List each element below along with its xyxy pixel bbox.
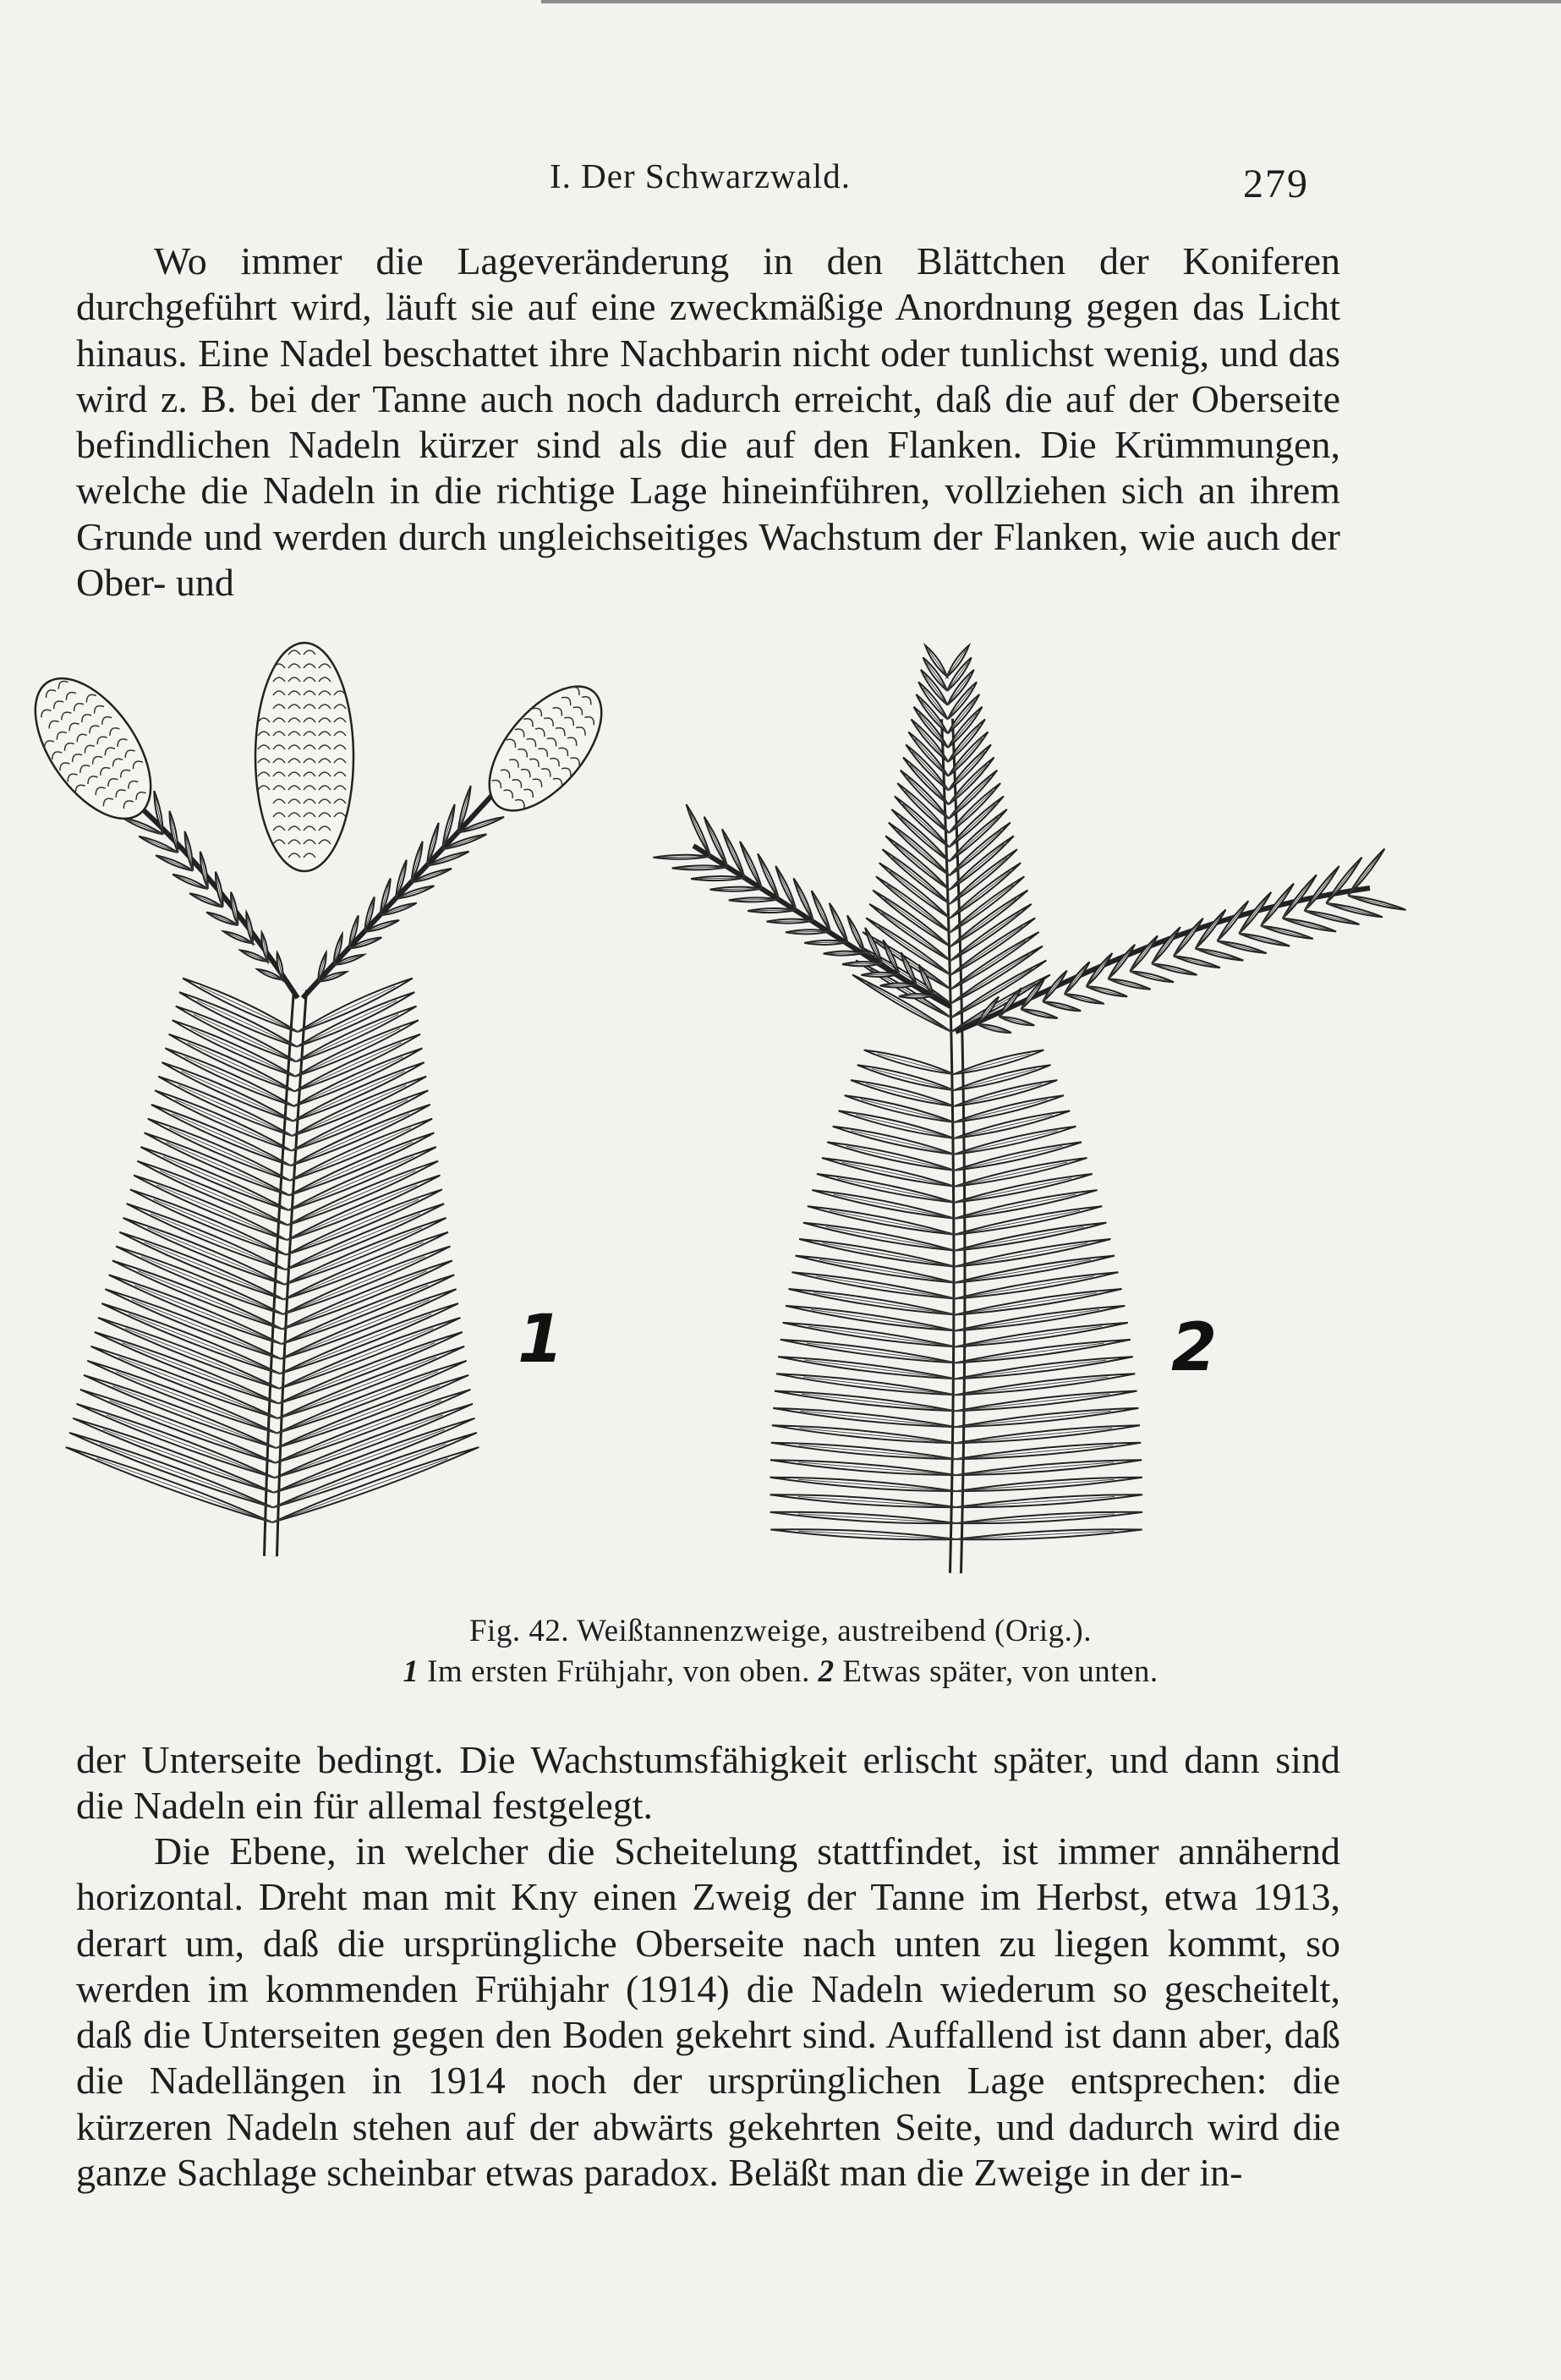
figure-label-2: 2 (1171, 1310, 1218, 1386)
fir-branch-1-illustration (13, 643, 622, 1556)
figure-label-1: 1 (518, 1302, 564, 1378)
paragraph-top (76, 239, 1340, 606)
caption-line-1: Fig. 42. Weißtannenzweige, austreibend (Orig.). (468, 1614, 1092, 1648)
fir-branches-illustration (0, 634, 1561, 1607)
paragraph-second (76, 1829, 1340, 2196)
paragraph-top-text: Wo immer die Lageveränderung in den Blättchen der Koniferen durchgeführt wird, läuft sie auf eine zweckmäßige Anordnung gegen das Licht hinaus. Eine Nadel beschattet ihre Nachbarin nicht oder tunlichst wenig, und das wird z. B. bei der Tanne auch noch dadurch erreicht, daß die auf der Oberseite befindlichen Nadeln kürzer sind als die auf den Flanken. Die Krümmungen, welche die Nadeln in die richtige Lage hineinführen, vollziehen sich an ihrem Grunde und werden durch ungleichseitiges Wachstum der Flanken, wie auch der Ober- und (76, 239, 1340, 605)
caption-number-1: 1 (403, 1654, 419, 1689)
paragraph-second-text: Die Ebene, in welcher die Scheitelung stattfindet, ist immer annähernd horizontal. Dreht man mit Kny einen Zweig der Tanne im Herbst, etwa 1913, derart um, daß die ursprüngliche Oberseite nach unten zu liegen kommt, so werden im kommenden Frühjahr (1914) die Nadeln wiederum so gescheitelt, daß die Unterseiten gegen den Boden gekehrt sind. Auffallend ist dann aber, daß die Nadellängen in 1914 noch der ursprünglichen Lage entsprechen: die kürzeren Nadeln stehen auf der abwärts gekehrten Seite, und dadurch wird die ganze Sachlage scheinbar etwas paradox. Beläßt man die Zweige in der in- (76, 1829, 1340, 2195)
paragraph-continuation (76, 1737, 1340, 1829)
figure-42 (0, 634, 1561, 1607)
caption-text-1: Im ersten Frühjahr, von oben. (419, 1654, 819, 1689)
running-head (0, 156, 1561, 206)
figure-caption (0, 1611, 1561, 1692)
page-number: 279 (1243, 162, 1309, 206)
caption-line-2 (0, 1652, 1561, 1692)
top-edge-line (541, 0, 1561, 3)
header-title: I. Der Schwarzwald. (550, 156, 851, 195)
caption-text-2: Etwas später, von unten. (834, 1654, 1158, 1689)
caption-number-2: 2 (818, 1654, 835, 1689)
paragraph-continuation-text: der Unterseite bedingt. Die Wachstumsfähigkeit erlischt später, und dann sind die Nadeln ein für allemal festgelegt. (76, 1738, 1340, 1828)
fir-branch-2-illustration (653, 645, 1405, 1573)
